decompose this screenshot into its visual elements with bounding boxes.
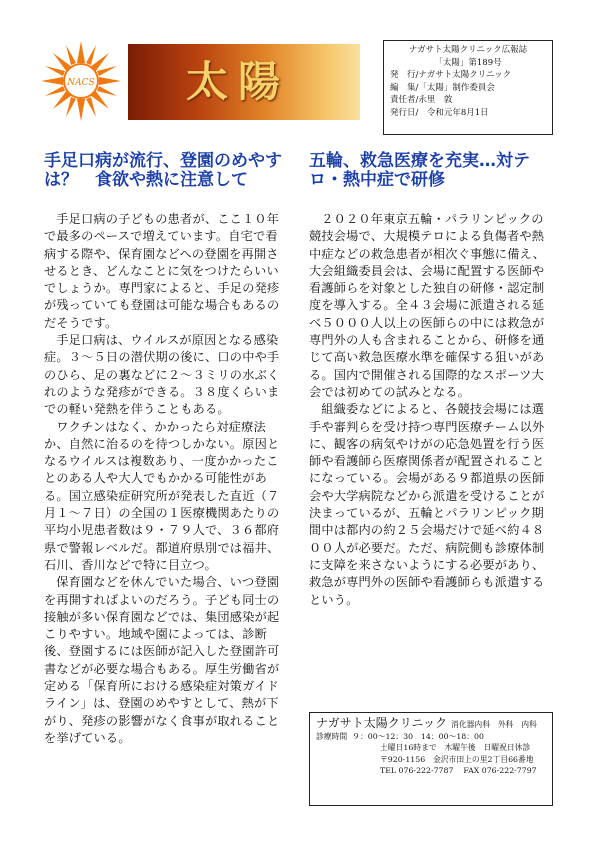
- clinic-fax: FAX 076-222-7797: [463, 766, 537, 775]
- publication-info-box: [383, 40, 553, 135]
- article-right-heading: 五輪、救急医療を充実…対テロ・熱中症で研修: [309, 151, 530, 190]
- masthead-title: 太陽: [186, 57, 291, 106]
- article-left-paragraph: ワクチンはなく、かかったら対症療法か、自然に治るのを待つしかない。原因となるウイルスは複数あり、一度かかったことのある人や大人でもかかる可能性がある。国立感染症研究所が発表した直近（７月１～７日）の全国の１医療機関あたりの平均小児患者数は９・７９人で、３６都府県で警報レベルだ。都道府県別では福井、石川、香川などで特に目立つ。: [44, 419, 280, 572]
- article-right-paragraph: 組織委などによると、各競技会場には選手や審判らを受け持つ専門医療チーム以外に、観客の病気やけがの応急処置を行う医師や看護師ら医療関係者が配置されることになっている。会場がある９都道県の医師会や大学病院などから派遣を受けることが決まっているが、五輪とパラリンピック期間中は都内の約２５会場だけで延べ約４８００人が必要だ。ただ、病院側も診療体制に支障を来さないようにする必要があり、救急が専門外の医師や看護師らも派遣するという。: [309, 402, 545, 607]
- article-left-paragraph: 保育園などを休んでいた場合、いつ登園を再開すればよいのだろう。子ども同士の接触が多い保育園などでは、集団感染が起こりやすい。地域や園によっては、診断後、登園するには医師が記入した登園許可書などが必要な場合もある。厚生労働省が定める「保育所における感染症対策ガイドライン」は、登園のめやすとして、熱が下がり、発疹の影響がなく食事が取れることを挙げている。: [44, 575, 280, 745]
- article-right-paragraph: ２０２０年東京五輪・パラリンピックの競技会場で、大規模テロによる負傷者や熱中症などの救急患者が相次ぐ事態に備え、大会組織委員会は、会場に配置する医師や看護師らを対象とした独自の研修・認定制度を導入する。全４３会場に派遣される延べ５０００人以上の医師らの中には救急が専門外の人も含まれることから、研修を通じて高い救急医療水準を確保する狙いがある。国内で開催される国際的なスポーツ大会では初めての試みとなる。: [309, 212, 546, 399]
- clinic-departments: 消化器内科 外科 内科: [451, 720, 537, 729]
- clinic-tel: TEL 076-222-7787: [380, 766, 454, 775]
- clinic-name: ナガサト太陽クリニック: [316, 716, 448, 730]
- article-left-heading: 手足口病が流行、登園のめやすは？ 食欲や熱に注意して: [44, 151, 282, 190]
- clinic-hours: ９：00～12：30 14：00～18：00: [352, 731, 484, 741]
- issuer-line: 発 行/ナガサト太陽クリニック: [390, 70, 512, 81]
- issue-number: 「太陽」第189号: [434, 57, 502, 68]
- article-right-body: [309, 211, 554, 609]
- sun-logo-icon: [40, 40, 122, 122]
- article-right: [309, 152, 554, 609]
- responsible-line: 責任者/永里 敦: [390, 95, 453, 106]
- clinic-info-box: [309, 712, 553, 806]
- clinic-address: 〒920-1156 金沢市田上の里2丁目66番地: [380, 754, 534, 764]
- article-left: [44, 152, 289, 747]
- issue-date: 発行日/ 令和元年8月1日: [390, 107, 489, 118]
- article-left-paragraph: 手足口病は、ウイルスが原因となる感染症。３～５日の潜伏期の後に、口の中や手のひら、足の裏などに２～３ミリの水ぶくれのような発疹ができる。３８度くらいまでの軽い発熱を伴うこともある。: [44, 333, 280, 417]
- logo-text: NACS: [67, 78, 95, 88]
- publisher-line: ナガサト太陽クリニック広報誌: [408, 45, 528, 55]
- article-left-paragraph: 手足口病の子どもの患者が、ここ１０年で最多のペースで増えています。自宅で看病する際や、保育園などへの登園を再開させるとき、どんなことに気をつけたらいいでしょうか。専門家によると、手足の発疹が残っていても登園は可能な場合もあるのだそうです。: [44, 212, 280, 330]
- article-left-body: [44, 211, 289, 747]
- hours-label: 診療時間: [316, 731, 348, 741]
- editor-line: 編 集/「太陽」制作委員会: [390, 82, 495, 93]
- clinic-closed: 土曜日16時まで 木曜午後 日曜祝日休診: [380, 743, 531, 752]
